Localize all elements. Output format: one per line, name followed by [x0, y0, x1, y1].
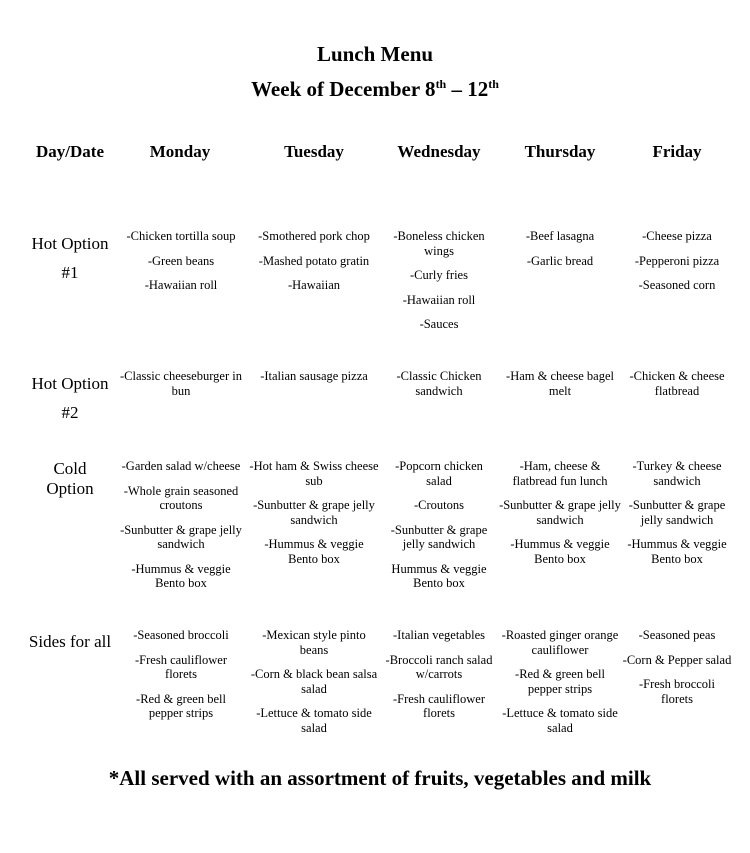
menu-cell-cold-option-tuesday — [248, 459, 380, 576]
menu-cell-hot-option-1-tuesday — [248, 229, 380, 303]
menu-item: -Lettuce & tomato side salad — [256, 706, 372, 735]
menu-item: -Hummus & veggie Bento box — [264, 537, 364, 566]
menu-item: -Classic Chicken sandwich — [396, 369, 482, 398]
row-label-line: #2 — [61, 403, 79, 422]
menu-cell-cold-option-monday — [120, 459, 242, 601]
menu-item: -Pepperoni pizza — [634, 253, 720, 268]
menu-item: -Hawaiian roll — [402, 292, 476, 307]
subtitle-ordinal-1: th — [435, 77, 447, 91]
menu-item: -Sunbutter & grape jelly sandwich — [390, 522, 488, 551]
menu-item: -Smothered pork chop — [258, 229, 370, 243]
menu-item: -Ham, cheese & flatbread fun lunch — [512, 459, 608, 488]
menu-cell-sides-for-all-friday — [622, 628, 732, 716]
row-label-cold-option — [18, 459, 122, 499]
menu-item: -Whole grain seasoned croutons — [123, 483, 239, 512]
header-monday: Monday — [149, 142, 211, 161]
menu-cell-sides-for-all-thursday — [498, 628, 622, 745]
menu-item: -Curly fries — [410, 268, 468, 282]
menu-item: -Boneless chicken wings — [393, 229, 485, 258]
menu-cell-cold-option-thursday — [498, 459, 622, 576]
subtitle-week-end: – 12 — [446, 77, 489, 101]
menu-item: -Sunbutter & grape jelly sandwich — [253, 498, 375, 527]
row-label-hot-option-2 — [18, 369, 122, 427]
menu-item: -Seasoned corn — [638, 278, 716, 292]
menu-cell-sides-for-all-monday — [120, 628, 242, 731]
menu-item: -Sunbutter & grape jelly sandwich — [628, 498, 726, 527]
menu-item: -Mexican style pinto beans — [262, 628, 366, 657]
menu-item: -Sunbutter & grape jelly sandwich — [499, 498, 621, 527]
menu-item: -Chicken tortilla soup — [126, 229, 236, 243]
menu-subtitle — [0, 77, 750, 102]
menu-item: Hummus & veggie Bento box — [391, 561, 487, 590]
menu-item: -Broccoli ranch salad w/carrots — [385, 652, 493, 681]
menu-cell-hot-option-2-tuesday — [248, 369, 380, 394]
menu-item: -Garden salad w/cheese — [121, 459, 241, 473]
menu-cell-hot-option-2-thursday — [498, 369, 622, 408]
menu-cell-cold-option-wednesday — [384, 459, 494, 601]
row-label-line: Cold — [53, 459, 87, 478]
menu-cell-cold-option-friday — [622, 459, 732, 576]
row-label-line: Hot Option — [31, 374, 109, 393]
footer-note: *All served with an assortment of fruits, vegetables and milk — [108, 766, 652, 790]
menu-item: -Croutons — [414, 498, 464, 512]
menu-item: -Fresh cauliflower florets — [135, 652, 227, 681]
menu-item: -Seasoned broccoli — [133, 628, 229, 642]
header-tuesday: Tuesday — [284, 142, 344, 161]
menu-item: -Mashed potato gratin — [258, 253, 370, 268]
menu-item: -Ham & cheese bagel melt — [506, 369, 614, 398]
menu-item: -Red & green bell pepper strips — [136, 691, 226, 720]
row-label-line: #1 — [61, 263, 79, 282]
menu-item: -Beef lasagna — [525, 229, 595, 243]
menu-cell-sides-for-all-wednesday — [384, 628, 494, 731]
subtitle-week-start: Week of December 8 — [251, 77, 436, 101]
menu-item: -Popcorn chicken salad — [395, 459, 483, 488]
menu-cell-hot-option-2-friday — [622, 369, 732, 408]
menu-cell-hot-option-2-monday — [120, 369, 242, 408]
menu-cell-hot-option-1-wednesday — [384, 229, 494, 342]
menu-cell-hot-option-1-friday — [622, 229, 732, 303]
menu-item: -Italian sausage pizza — [260, 369, 368, 383]
subtitle-ordinal-2: th — [488, 77, 499, 91]
header-wednesday: Wednesday — [397, 142, 481, 161]
menu-item: -Fresh cauliflower florets — [393, 691, 485, 720]
menu-cell-sides-for-all-tuesday — [248, 628, 380, 745]
row-label-hot-option-1 — [18, 229, 122, 287]
menu-item: -Seasoned peas — [638, 628, 716, 642]
menu-item: -Corn & Pepper salad — [622, 652, 732, 667]
menu-item: -Red & green bell pepper strips — [515, 667, 605, 696]
menu-item: -Lettuce & tomato side salad — [502, 706, 618, 735]
menu-item: -Hummus & veggie Bento box — [131, 561, 231, 590]
menu-item: -Fresh broccoli florets — [638, 677, 716, 706]
menu-item: -Corn & black bean salsa salad — [250, 667, 378, 696]
header-friday: Friday — [652, 142, 702, 161]
menu-item: -Hot ham & Swiss cheese sub — [249, 459, 379, 488]
menu-item: -Hawaiian — [287, 278, 341, 292]
menu-item: -Chicken & cheese flatbread — [629, 369, 725, 398]
menu-item: -Hawaiian roll — [144, 278, 218, 292]
menu-cell-hot-option-1-thursday — [498, 229, 622, 278]
menu-title: Lunch Menu — [316, 42, 434, 66]
menu-item: -Garlic bread — [526, 253, 594, 268]
menu-item: -Cheese pizza — [642, 229, 712, 243]
row-label-line: Option — [46, 479, 94, 498]
menu-item: -Italian vegetables — [393, 628, 485, 642]
menu-item: -Classic cheeseburger in bun — [120, 369, 242, 398]
menu-cell-hot-option-1-monday — [120, 229, 242, 303]
menu-cell-hot-option-2-wednesday — [384, 369, 494, 408]
menu-item: -Hummus & veggie Bento box — [510, 537, 610, 566]
menu-item: -Roasted ginger orange cauliflower — [501, 628, 619, 657]
menu-item: -Hummus & veggie Bento box — [627, 537, 727, 566]
row-label-line: Hot Option — [31, 234, 109, 253]
menu-item: -Sauces — [419, 317, 459, 331]
menu-item: -Green beans — [147, 253, 215, 268]
header-day-date: Day/Date — [36, 142, 104, 161]
header-thursday: Thursday — [524, 142, 596, 161]
row-label-line: Sides for all — [28, 632, 112, 651]
menu-item: -Turkey & cheese sandwich — [632, 459, 722, 488]
menu-item: -Sunbutter & grape jelly sandwich — [120, 522, 242, 551]
row-label-sides-for-all — [18, 627, 122, 656]
